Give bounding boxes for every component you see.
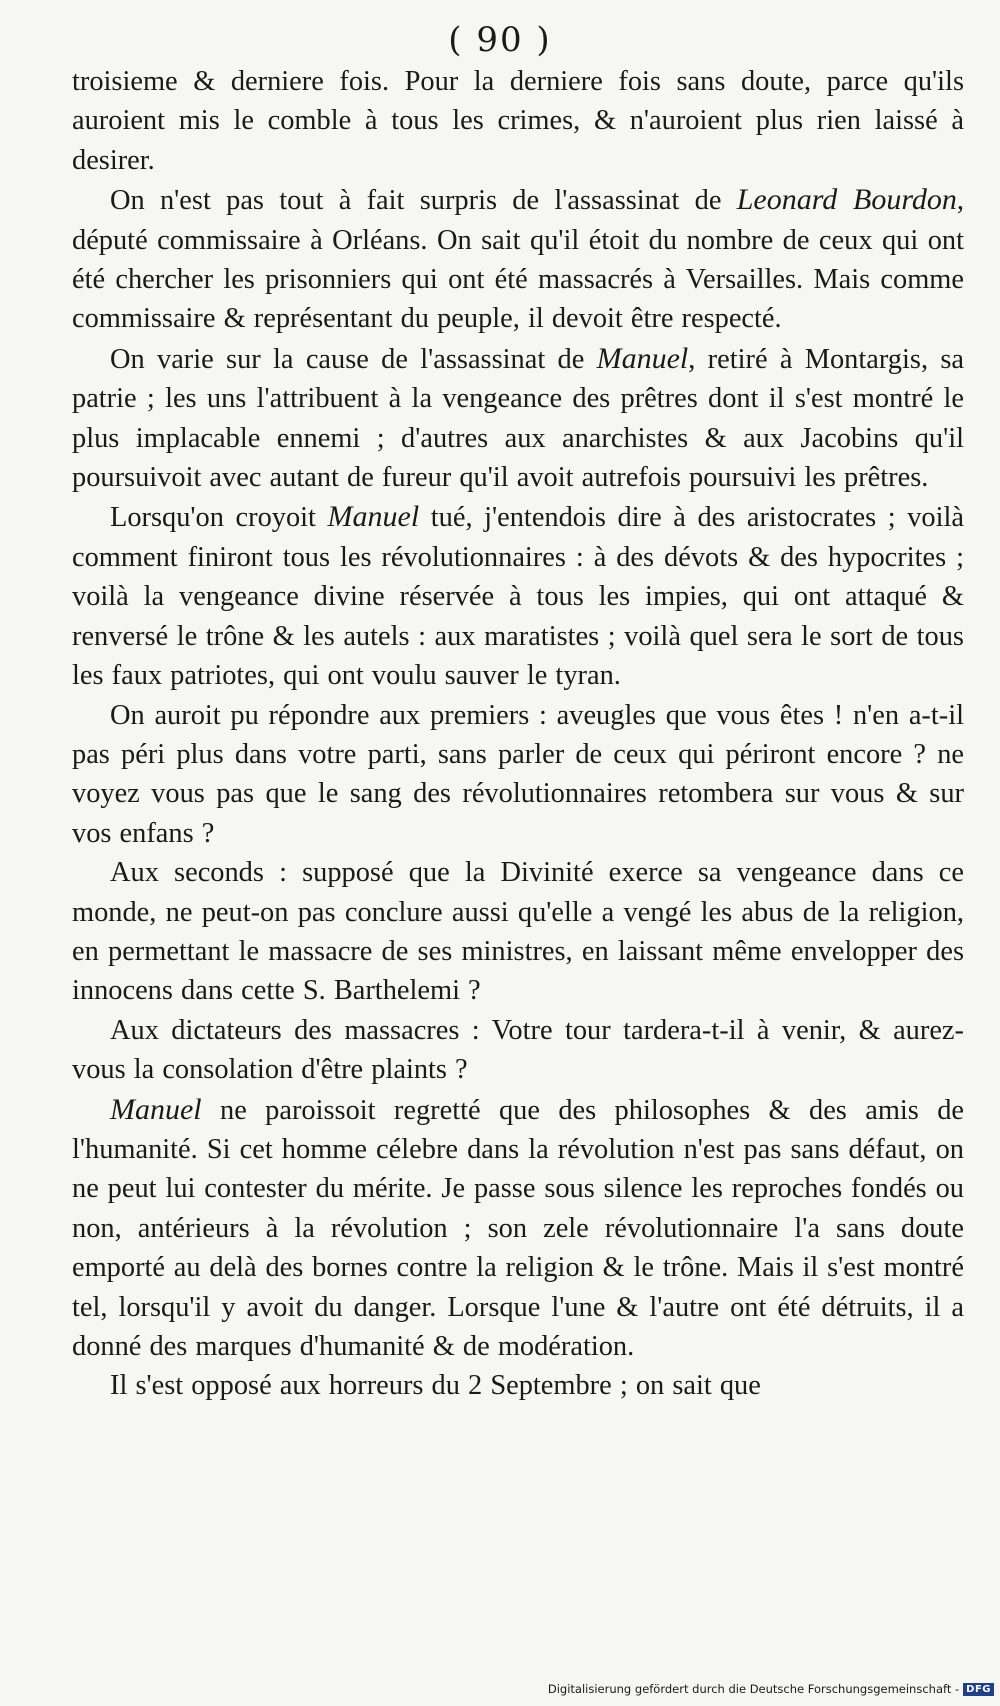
paragraph-7 [72, 1011, 964, 1090]
paragraph-3 [72, 339, 964, 498]
italic-name: Manuel [596, 341, 689, 375]
paragraph-5 [72, 696, 964, 854]
italic-name: Manuel [110, 1092, 202, 1126]
paragraph-2 [72, 180, 964, 339]
paragraph-6 [72, 853, 964, 1011]
text-run: ne paroissoit regretté que des philosophes & des amis de l'humanité. Si cet homme célebre dans la révolution n'est pas sans défaut, on ne peut lui contester du mérite. Je passe sous silence les reproches fondés ou non, antérieurs à la révolution ; son zele révolutionnaire l'a sans doute emporté au delà des bornes contre la religion & le trône. Mais il s'est montré tel, lorsqu'il y avoit du danger. Lorsque l'une & l'autre ont été détruits, il a donné des marques d'humanité & de modération. [72, 1094, 964, 1362]
paragraph-8 [72, 1090, 964, 1367]
credit-text: Digitalisierung gefördert durch die Deutsche Forschungsgemeinschaft - [547, 1682, 960, 1696]
paragraph-9 [72, 1366, 964, 1405]
text-run: Aux dictateurs des massacres : Votre tour tardera-t-il à venir, & aurez-vous la consolation d'être plaints ? [72, 1014, 964, 1086]
text-run: , retiré à Montargis, sa patrie ; les uns l'attribuent à la vengeance des prêtres dont il s'est montré le plus implacable ennemi ; d'autres aux anarchistes & aux Jacobins qu'il poursuivoit avec autant de fureur qu'il avoit autrefois poursuivi les prêtres. [72, 343, 964, 494]
italic-name: Leonard Bourdon [736, 183, 957, 217]
text-run: Lorsqu'on croyoit [110, 502, 328, 534]
text-run: On auroit pu répondre aux premiers : aveugles que vous êtes ! n'en a-t-il pas péri plus dans votre parti, sans parler de ceux qui périront encore ? ne voyez vous pas que le sang des révolutionnaires retombera sur vous & sur vos enfans ? [72, 699, 964, 849]
text-run: troisieme & derniere fois. Pour la derniere fois sans doute, parce qu'ils auroient mis le comble à tous les crimes, & n'auroient plus rien laissé à desirer. [72, 66, 964, 176]
body-text [72, 62, 964, 1406]
text-run: Aux seconds : supposé que la Divinité exerce sa vengeance dans ce monde, ne peut-on pas conclure aussi qu'elle a vengé les abus de la religion, en permettant le massacre de ses ministres, en laissant même envelopper des innocens dans cette S. Barthelemi ? [72, 857, 964, 1007]
page-number: ( 90 ) [448, 20, 552, 60]
text-run: Il s'est opposé aux horreurs du 2 Septembre ; on sait que [110, 1370, 761, 1402]
text-run: , député commissaire à Orléans. On sait qu'il étoit du nombre de ceux qui ont été chercher les prisonniers qui ont été massacrés à Versailles. Mais comme commissaire & représentant du peuple, il devoit être respecté. [72, 185, 964, 335]
text-run: On varie sur la cause de l'assassinat de [110, 343, 597, 375]
dfg-logo: DFG [963, 1683, 994, 1696]
italic-name: Manuel [327, 500, 420, 534]
paragraph-1 [72, 62, 964, 180]
digitization-credit [548, 1682, 994, 1696]
paragraph-4 [72, 497, 964, 695]
text-run: tué, j'entendois dire à des aristocrates ; voilà comment finiront tous les révolutionnaires : à des dévots & des hypocrites ; voilà la vengeance divine réservée à tous les impies, qui ont attaqué & renversé le trône & les autels : aux maratistes ; voilà quel sera le sort de tous les faux patriotes, qui ont voulu sauver le tyran. [72, 502, 964, 692]
text-run: On n'est pas tout à fait surpris de l'assassinat de [110, 185, 737, 217]
